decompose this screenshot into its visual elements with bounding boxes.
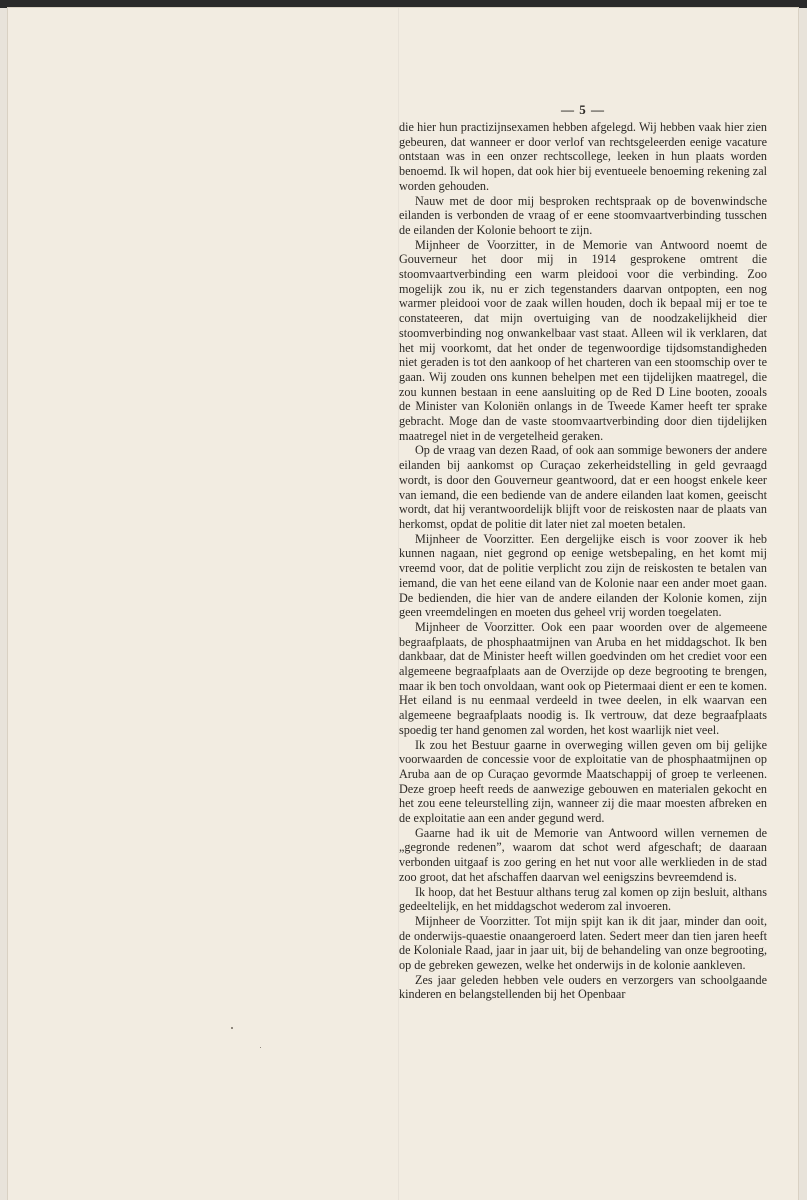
paragraph: Op de vraag van dezen Raad, of ook aan sommige bewoners der andere eilanden bij aankomst op Curaçao zekerheidstelling in geld gevraagd wordt, is door den Gouverneur geantwoord, dat er een hoogst enkele keer van iemand, die een bediende van de andere eilanden laat komen, geeischt wordt, dat hij verantwoordelijk blijft voor de reiskosten naar de plaats van herkomst, opdat de politie dit later niet zal moeten betalen. xyxy=(399,443,767,531)
paragraph: Mijnheer de Voorzitter. Tot mijn spijt kan ik dit jaar, minder dan ooit, de onderwijs-quaestie onaangeroerd laten. Sedert meer dan tien jaren heeft de Koloniale Raad, jaar in jaar uit, bij de behandeling van onze begrooting, op de gebreken gewezen, welke het onderwijs in de kolonie aankleven. xyxy=(399,913,767,973)
text-column xyxy=(399,102,767,1002)
paragraph: Zes jaar geleden hebben vele ouders en verzorgers van schoolgaande kinderen en belangstellenden bij het Openbaar xyxy=(399,972,767,1002)
paragraph: die hier hun practizijnsexamen hebben afgelegd. Wij hebben vaak hier zien gebeuren, dat wanneer er door verlof van rechtsgeleerden eenige vacature ontstaan was in een onzer rechtscollege, leeken in hun plaats worden benoemd. Ik wil hopen, dat ook hier bij eventueele benoeming rekening zal worden gehouden. xyxy=(399,120,767,193)
paper-speck xyxy=(260,1047,261,1048)
paragraph: Nauw met de door mij besproken rechtspraak op de bovenwindsche eilanden is verbonden de vraag of er eene stoomvaartverbinding tusschen de eilanden der Kolonie behoort te zijn. xyxy=(399,193,767,237)
paragraph: Mijnheer de Voorzitter. Ook een paar woorden over de algemeene begraafplaats, de phosphaatmijnen van Aruba en het middagschot. Ik ben dankbaar, dat de Minister heeft willen goedvinden om het crediet voor een algemeene begraafplaats aan de Overzijde op deze begrooting te brengen, maar ik ben toch onvoldaan, want ook op Pietermaai dient er een te komen. Het eiland is nu eenmaal verdeeld in twee deelen, in elk waarvan een algemeene begraafplaats noodig is. Ik vertrouw, dat deze begraafplaats spoedig ter hand genomen zal worden, het kost waarlijk niet veel. xyxy=(399,619,767,737)
scan-top-edge xyxy=(0,0,807,8)
paragraph: Mijnheer de Voorzitter. Een dergelijke eisch is voor zoover ik heb kunnen nagaan, niet gegrond op eenige wetsbepaling, en het komt mij vreemd voor, dat de politie verplicht zou zijn de reiskosten te betalen van iemand, die van het eene eiland van de Kolonie naar een ander moet gaan. De bedienden, die hier van de andere eilanden der Kolonie komen, zijn geen vreemdelingen en moeten dus geheel vrij worden toegelaten. xyxy=(399,531,767,620)
paragraph: Mijnheer de Voorzitter, in de Memorie van Antwoord noemt de Gouverneur het door mij in 1914 gesprokene omtrent die stoomvaartverbinding een warm pleidooi voor die verbinding. Zoo mogelijk zou ik, nu er zich tegenstanders daarvan ontpopten, een nog warmer pleidooi voor de zaak willen houden, doch ik bepaal mij er toe te constateeren, dat mijn overtuiging van de noodzakelijkheid dier stoomverbinding nog onwankelbaar vast staat. Alleen wil ik verklaren, dat het mij voorkomt, dat het onder de tegenwoordige tijdsomstandigheden niet geraden is tot den aankoop of het charteren van een stoomschip over te gaan. Wij zouden ons kunnen behelpen met een tijdelijken maatregel, die zou kunnen bestaan in eene aansluiting op de Red D Line booten, zooals de Minister van Koloniën onlangs in de Tweede Kamer heeft ter sprake gebracht. Moge dan de vaste stoomvaartverbinding door dien tijdelijken maatregel niet in de vergetelheid geraken. xyxy=(399,237,767,443)
paper-speck xyxy=(231,1027,233,1029)
paragraph: Gaarne had ik uit de Memorie van Antwoord willen vernemen de „gegronde redenen”, waarom dat schot werd afgeschaft; de daaraan verbonden uitgaaf is zoo gering en het nut voor alle werklieden in de stad zoo groot, dat het afschaffen daarvan wel eenigszins bevreemdend is. xyxy=(399,825,767,884)
paragraph: Ik hoop, dat het Bestuur althans terug zal komen op zijn besluit, althans gedeeltelijk, en het middagschot wederom zal invoeren. xyxy=(399,884,767,914)
page-number: — 5 — xyxy=(561,102,605,117)
paragraph: Ik zou het Bestuur gaarne in overweging willen geven om bij gelijke voorwaarden de concessie voor de exploitatie van de phosphaatmijnen op Aruba aan de op Curaçao gevormde Maatschappij of groep te verleenen. Deze groep heeft reeds de aanwezige gebouwen en materialen gekocht en het zou eene teleurstelling zijn, wanneer zij die maar moesten afbreken en de exploitatie aan een ander gegund werd. xyxy=(399,737,767,826)
